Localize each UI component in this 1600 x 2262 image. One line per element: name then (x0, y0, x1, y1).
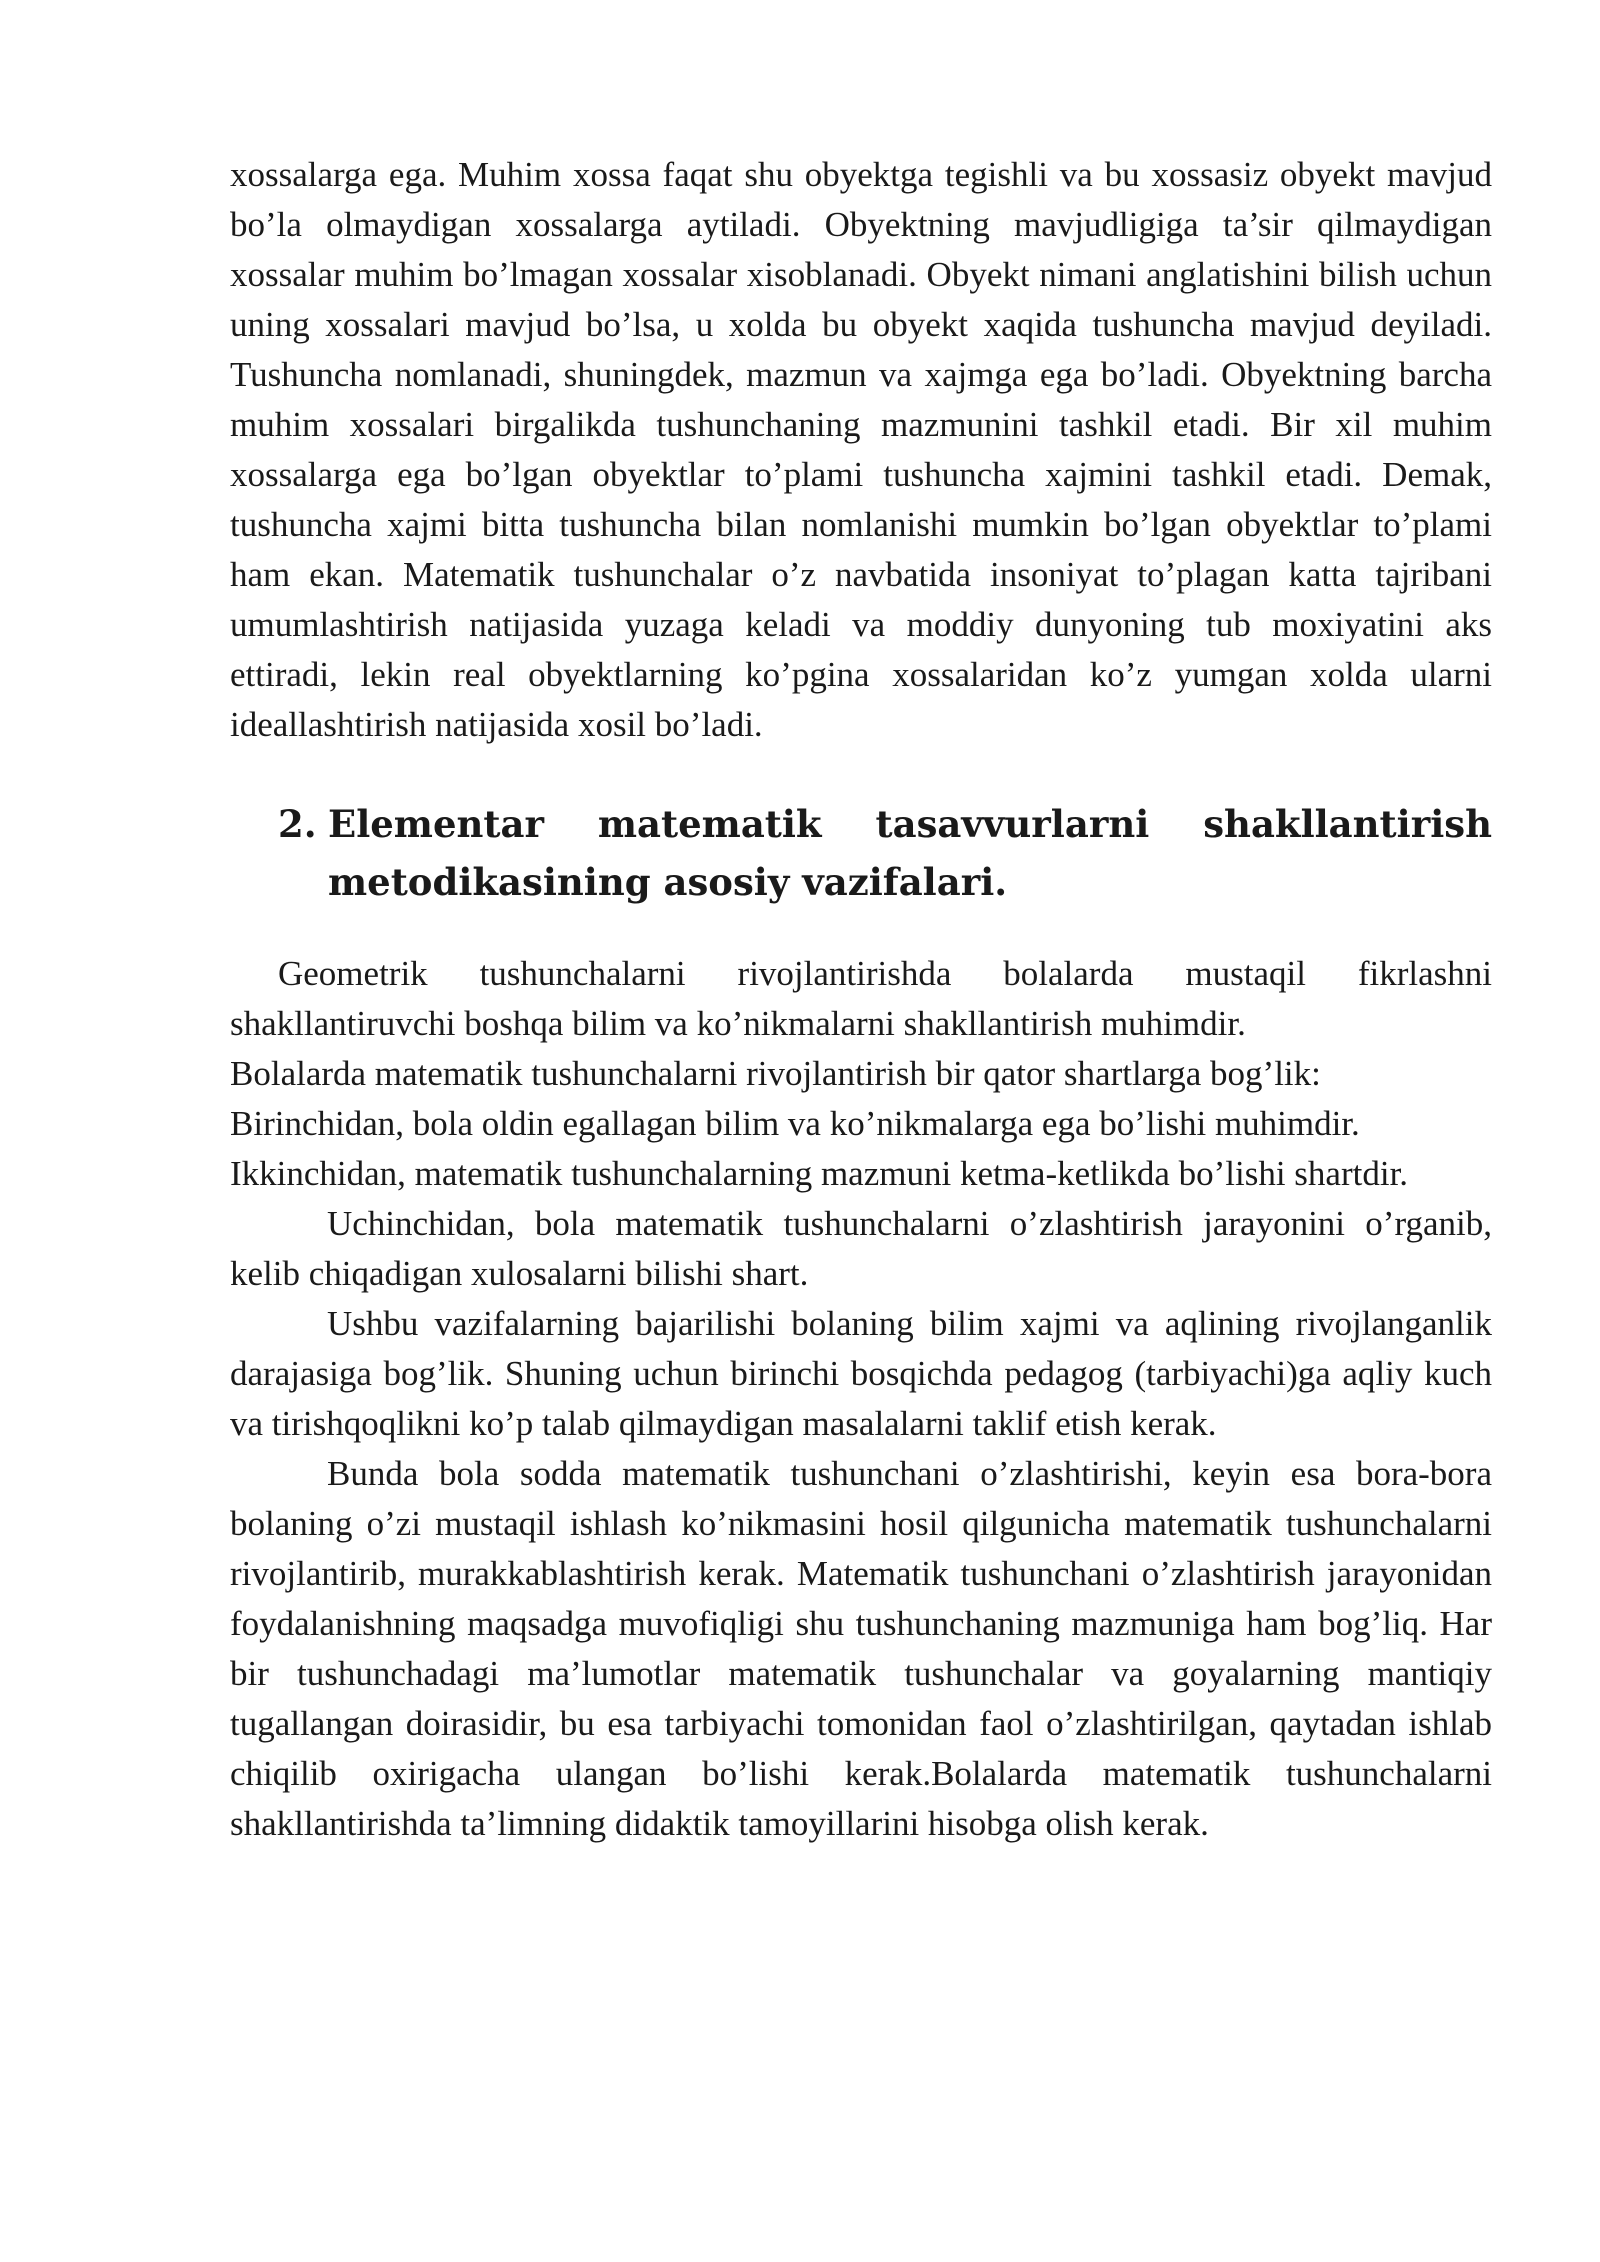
paragraph-uchinchidan: Uchinchidan, bola matematik tushunchalarni o’zlashtirish jarayonini o’rganib, kelib chiqadigan xulosalarni bilishi shart. (230, 1204, 1492, 1293)
intro-paragraph: xossalarga ega. Muhim xossa faqat shu obyektga tegishli va bu xossasiz obyekt mavjud bo’la olmaydigan xossalarga aytiladi. Obyektning mavjudligiga ta’sir qilmaydigan xossalar muhim bo’lmagan xossalar xisoblanadi. Obyekt nimani anglatishini bilish uchun uning xossalari mavjud bo’lsa, u xolda bu obyekt xaqida tushuncha mavjud deyiladi. Tushuncha nomlanadi, shuningdek, mazmun va xajmga ega bo’ladi. Obyektning barcha muhim xossalari birgalikda tushunchaning mazmunini tashkil etadi. Bir xil muhim xossalarga ega bo’lgan obyektlar to’plami tushuncha xajmini tashkil etadi. Demak, tushuncha xajmi bitta tushuncha bilan nomlanishi mumkin bo’lgan obyektlar to’plami ham ekan. Matematik tushunchalar o’z navbatida insoniyat to’plagan katta tajribani umumlashtirish natijasida yuzaga keladi va moddiy dunyoning tub moxiyatini aks ettiradi, lekin real obyektlarning ko’pgina xossalaridan ko’z yumgan xolda ularni ideallashtirish natijasida xosil bo’ladi. (230, 155, 1492, 744)
paragraph-bunda: Bunda bola sodda matematik tushunchani o’zlashtirishi, keyin esa bora-bora bolaning o’zi mustaqil ishlash ko’nikmasini hosil qilgunicha matematik tushunchalarni rivojlantirib, murakkablashtirish kerak. Matematik tushunchani o’zlashtirish jarayonidan foydalanishning maqsadga muvofiqligi shu tushunchaning mazmuniga ham bog’liq. Har bir tushunchadagi ma’lumotlar matematik tushunchalar va goyalarning mantiqiy tugallangan doirasidir, bu esa tarbiyachi tomonidan faol o’zlashtirilgan, qaytadan ishlab chiqilib oxirigacha ulangan bo’lishi kerak.Bolalarda matematik tushunchalarni shakllantirishda ta’limning didaktik tamoyillarini hisobga olish kerak. (230, 1454, 1492, 1843)
paragraph-geometrik: Geometrik tushunchalarni rivojlantirishda bolalarda mustaqil fikrlashni shakllantiruvchi boshqa bilim va ko’nikmalarni shakllantirish muhimdir. (230, 954, 1492, 1043)
paragraph-birinchidan: Birinchidan, bola oldin egallagan bilim va ko’nikmalarga ega bo’lishi muhimdir. (230, 1104, 1360, 1143)
section-heading (278, 795, 1492, 911)
paragraph-ikkinchidan: Ikkinchidan, matematik tushunchalarning mazmuni ketma-ketlikda bo’lishi shartdir. (230, 1154, 1409, 1193)
paragraph-shartlar: Bolalarda matematik tushunchalarni rivojlantirish bir qator shartlarga bog’lik: (230, 1054, 1321, 1093)
document-page (230, 150, 1492, 1849)
section-number: 2. (278, 802, 317, 846)
section-title: Elementar matematik tasavvurlarni shakllantirish metodikasining asosiy vazifalari. (328, 802, 1492, 904)
paragraph-ushbu: Ushbu vazifalarning bajarilishi bolaning bilim xajmi va aqlining rivojlanganlik darajasiga bog’lik. Shuning uchun birinchi bosqichda pedagog (tarbiyachi)ga aqliy kuch va tirishqoqlikni ko’p talab qilmaydigan masalalarni taklif etish kerak. (230, 1304, 1492, 1443)
